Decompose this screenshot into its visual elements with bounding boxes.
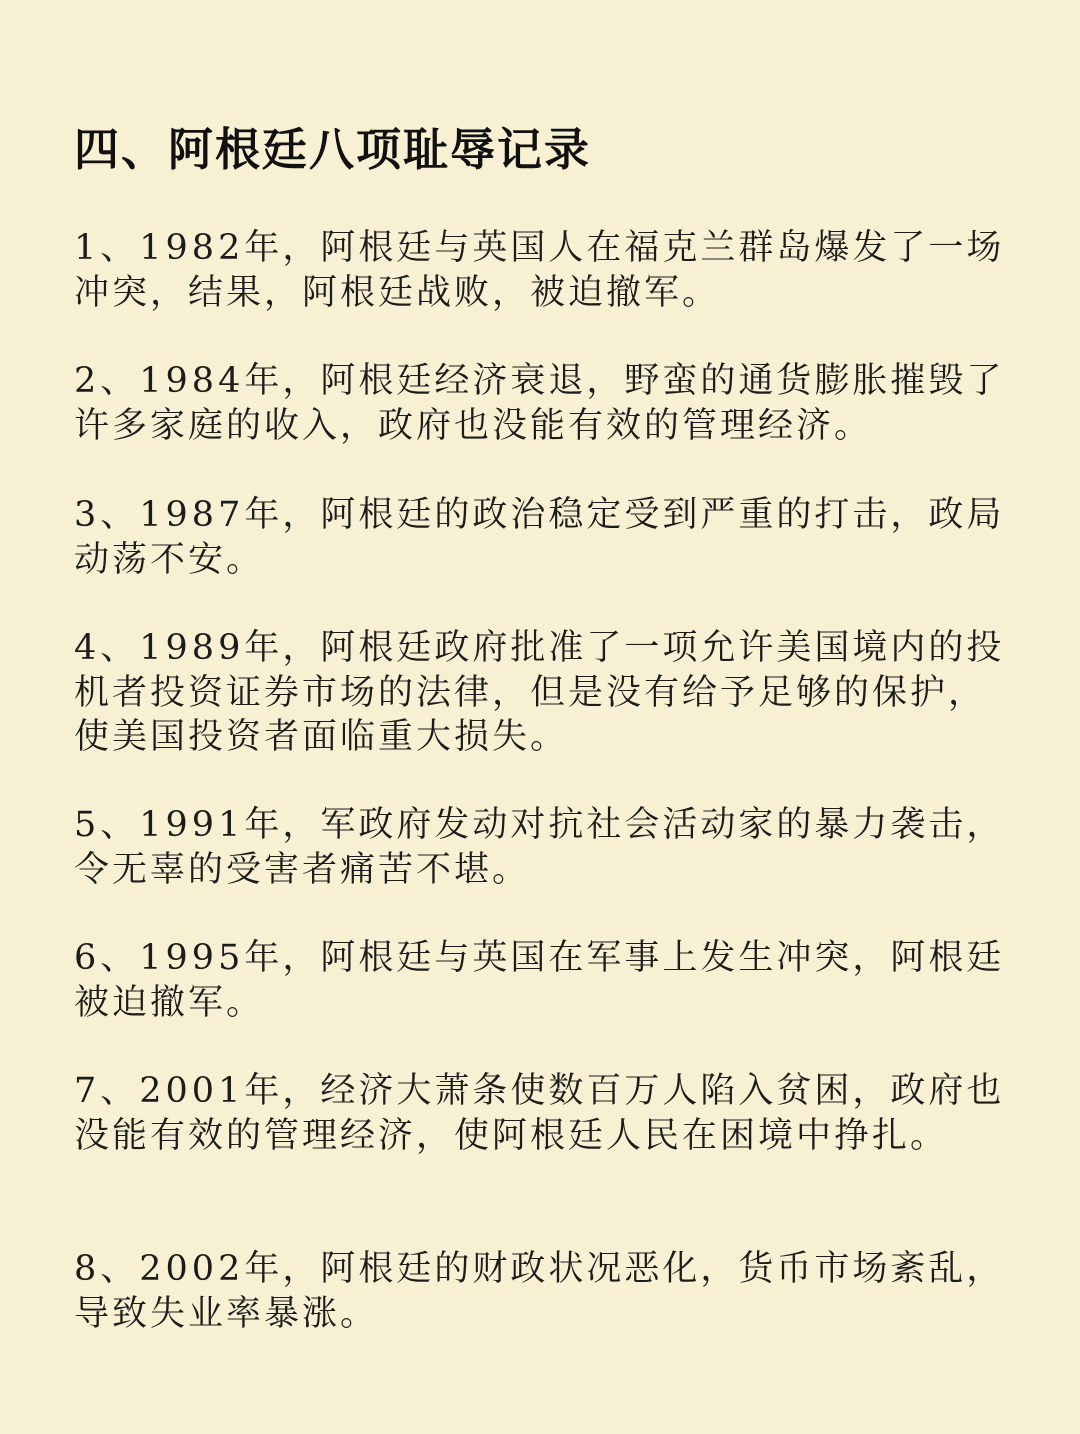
item-text: 年，阿根廷与英国在军事上发生冲突，阿根廷被迫撤军。 <box>74 938 1005 1023</box>
item-text: 年，阿根廷与英国人在福克兰群岛爆发了一场冲突，结果，阿根廷战败，被迫撤军。 <box>74 228 1005 313</box>
page-title: 四、阿根廷八项耻辱记录 <box>74 123 592 176</box>
list-item <box>74 626 1009 760</box>
list-item <box>74 1069 1009 1158</box>
list-item <box>74 936 1009 1025</box>
list-item <box>74 359 1009 448</box>
item-number: 6、1995 <box>74 938 245 978</box>
item-number: 3、1987 <box>74 495 245 535</box>
item-text: 年，阿根廷的财政状况恶化，货币市场紊乱，导致失业率暴涨。 <box>74 1249 1005 1334</box>
item-number: 4、1989 <box>74 628 245 668</box>
item-text: 年，阿根廷经济衰退，野蛮的通货膨胀摧毁了许多家庭的收入，政府也没能有效的管理经济。 <box>74 361 1005 446</box>
item-number: 2、1984 <box>74 361 245 401</box>
item-number: 5、1991 <box>74 805 245 845</box>
item-number: 8、2002 <box>74 1249 245 1289</box>
list-item <box>74 493 1009 582</box>
item-text: 年，阿根廷政府批准了一项允许美国境内的投机者投资证券市场的法律，但是没有给予足够的保护，使美国投资者面临重大损失。 <box>74 628 1005 757</box>
item-text: 年，军政府发动对抗社会活动家的暴力袭击，令无辜的受害者痛苦不堪。 <box>74 805 1005 890</box>
item-number: 7、2001 <box>74 1071 245 1111</box>
item-text: 年，阿根廷的政治稳定受到严重的打击，政局动荡不安。 <box>74 495 1005 580</box>
list-item <box>74 226 1009 315</box>
item-number: 1、1982 <box>74 228 245 268</box>
item-text: 年，经济大萧条使数百万人陷入贫困，政府也没能有效的管理经济，使阿根廷人民在困境中挣扎。 <box>74 1071 1005 1156</box>
list-item <box>74 1247 1009 1336</box>
list-item <box>74 803 1009 892</box>
